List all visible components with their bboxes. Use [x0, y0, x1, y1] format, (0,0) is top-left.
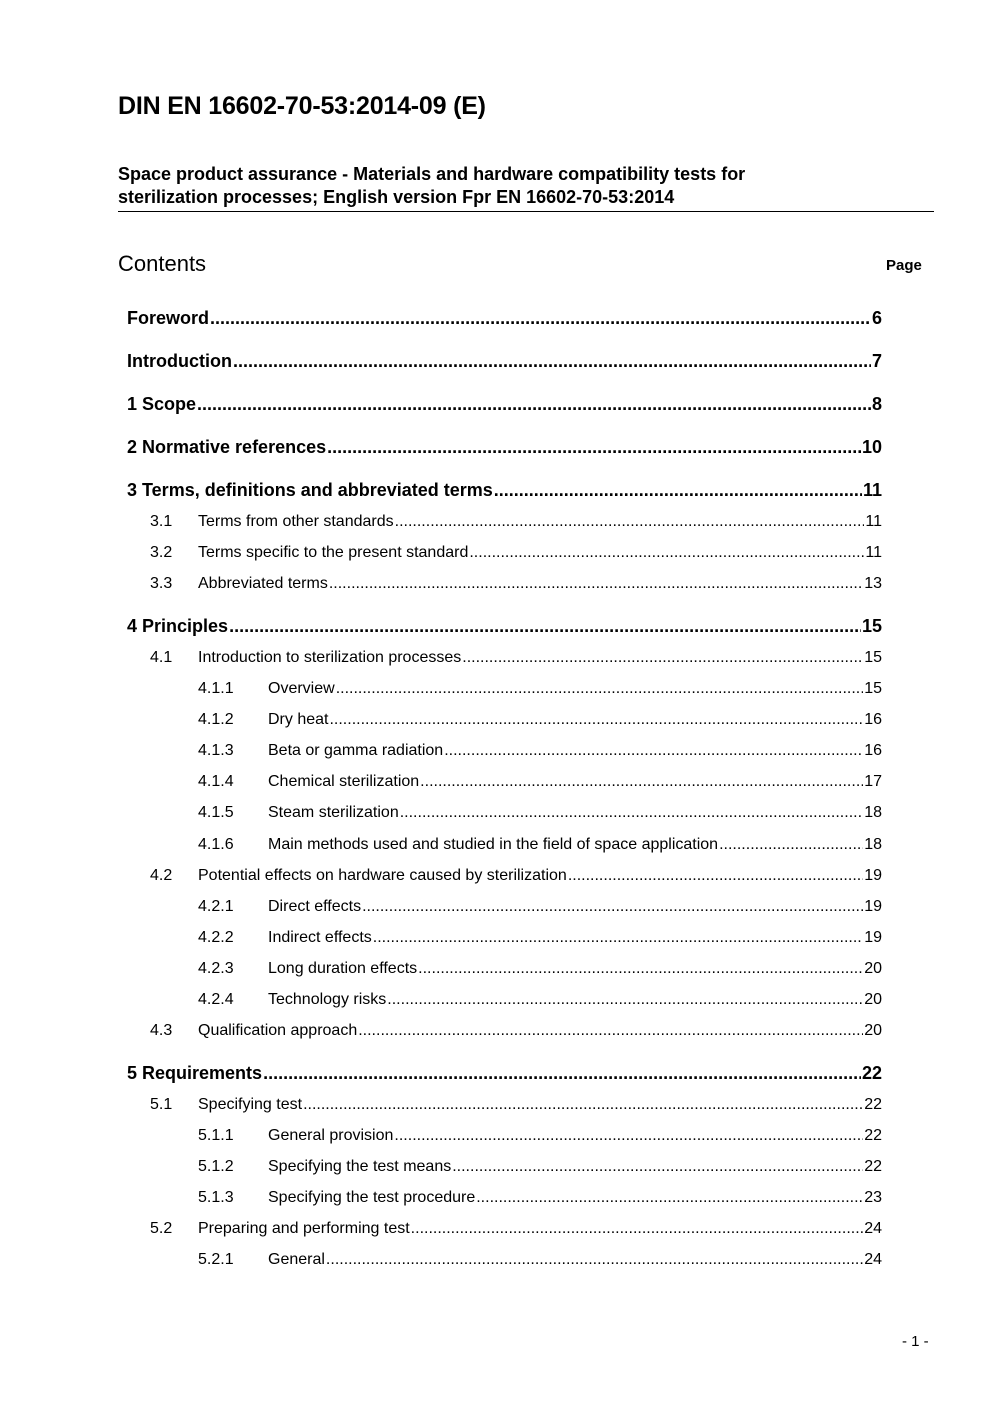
document-id: DIN EN 16602-70-53:2014-09 (E) — [118, 92, 486, 120]
toc-entry-page: 22 — [864, 1158, 882, 1175]
toc-dot-leader — [452, 1158, 863, 1176]
contents-heading: Contents — [118, 251, 207, 276]
toc-entry-title: Dry heat — [268, 711, 329, 728]
toc-dot-leader — [233, 351, 871, 372]
toc-entry[interactable] — [150, 649, 882, 671]
toc-entry[interactable] — [127, 351, 882, 375]
toc-dot-leader — [411, 1220, 864, 1238]
toc-dot-leader — [395, 513, 865, 531]
toc-entry-title: Principles — [142, 616, 229, 636]
toc-entry-page: 11 — [865, 544, 882, 561]
toc-entry-title: Specifying the test means — [268, 1158, 452, 1175]
toc-entry[interactable] — [150, 1220, 882, 1242]
toc-dot-leader — [329, 711, 863, 729]
toc-entry[interactable] — [127, 480, 882, 504]
toc-entry-number: 4.1.2 — [198, 711, 234, 728]
toc-entry-number: 4.2.2 — [198, 929, 234, 946]
toc-entry[interactable] — [127, 308, 882, 332]
toc-entry-title: Beta or gamma radiation — [268, 742, 444, 759]
toc-entry-page: 11 — [862, 480, 882, 500]
toc-entry[interactable] — [150, 513, 882, 535]
toc-entry-title: General — [268, 1251, 325, 1268]
toc-entry-number: 5 — [127, 1063, 138, 1083]
toc-dot-leader — [210, 308, 871, 329]
toc-entry-page: 7 — [871, 351, 882, 371]
toc-entry[interactable] — [198, 773, 882, 795]
toc-dot-leader — [420, 773, 863, 791]
toc-entry[interactable] — [198, 836, 882, 858]
toc-entry-title: Abbreviated terms — [198, 575, 328, 592]
toc-dot-leader — [387, 991, 863, 1009]
toc-entry-title: Terms, definitions and abbreviated terms — [142, 480, 493, 500]
toc-dot-leader — [358, 1022, 863, 1040]
toc-entry-page: 19 — [864, 898, 882, 915]
toc-dot-leader — [444, 742, 863, 760]
toc-entry-number: 4.1.6 — [198, 836, 234, 853]
toc-entry-number: 5.1.2 — [198, 1158, 234, 1175]
toc-entry-page: 22 — [861, 1063, 882, 1083]
toc-entry-title: Terms from other standards — [198, 513, 394, 530]
toc-entry[interactable] — [150, 1022, 882, 1044]
toc-entry[interactable] — [150, 575, 882, 597]
toc-entry-page: 6 — [871, 308, 882, 328]
toc-entry-number: 2 — [127, 437, 138, 457]
toc-entry-number: 4.1.4 — [198, 773, 234, 790]
toc-entry-page: 19 — [864, 867, 882, 884]
toc-entry[interactable] — [198, 960, 882, 982]
toc-entry[interactable] — [150, 544, 882, 566]
toc-entry-page: 20 — [864, 991, 882, 1008]
toc-entry-page: 13 — [864, 575, 882, 592]
toc-dot-leader — [336, 680, 864, 698]
toc-entry[interactable] — [127, 394, 882, 418]
toc-entry-title: Direct effects — [268, 898, 362, 915]
toc-dot-leader — [394, 1127, 863, 1145]
toc-entry-title: Potential effects on hardware caused by sterilization — [198, 867, 567, 884]
toc-entry-title: Scope — [142, 394, 197, 414]
toc-entry-page: 19 — [864, 929, 882, 946]
toc-entry-page: 17 — [864, 773, 882, 790]
toc-entry-page: 11 — [865, 513, 882, 530]
toc-entry-page: 22 — [864, 1127, 882, 1144]
toc-entry[interactable] — [198, 1127, 882, 1149]
toc-entry-page: 24 — [864, 1251, 882, 1268]
toc-entry[interactable] — [127, 616, 882, 640]
toc-entry-page: 15 — [864, 680, 882, 697]
toc-entry-number: 3 — [127, 480, 138, 500]
toc-entry-title: Requirements — [142, 1063, 263, 1083]
toc-dot-leader — [494, 480, 862, 501]
toc-dot-leader — [476, 1189, 863, 1207]
toc-dot-leader — [362, 898, 863, 916]
toc-dot-leader — [400, 804, 863, 822]
toc-entry-number: 4.2.1 — [198, 898, 234, 915]
toc-entry[interactable] — [198, 1251, 882, 1273]
page-number: - 1 - — [902, 1333, 929, 1350]
toc-entry-title: Steam sterilization — [268, 804, 399, 821]
toc-entry-page: 20 — [864, 960, 882, 977]
toc-entry[interactable] — [198, 929, 882, 951]
toc-dot-leader — [229, 616, 861, 637]
toc-entry[interactable] — [198, 1189, 882, 1211]
toc-entry[interactable] — [198, 991, 882, 1013]
toc-dot-leader — [568, 867, 863, 885]
toc-entry-title: Introduction to sterilization processes — [198, 649, 462, 666]
toc-entry-number: 4.2 — [150, 867, 173, 884]
toc-dot-leader — [418, 960, 863, 978]
toc-entry-title: Technology risks — [268, 991, 387, 1008]
toc-entry-page: 23 — [864, 1189, 882, 1206]
toc-entry-title: Terms specific to the present standard — [198, 544, 469, 561]
toc-dot-leader — [263, 1063, 861, 1084]
toc-entry[interactable] — [198, 680, 882, 702]
document-title-line-2: sterilization processes; English version Fpr EN 16602-70-53:2014 — [118, 187, 675, 207]
toc-entry-title: Overview — [268, 680, 335, 697]
toc-dot-leader — [719, 836, 863, 854]
toc-entry-number: 4.2.3 — [198, 960, 234, 977]
toc-entry-number: 4.1.5 — [198, 804, 234, 821]
toc-entry[interactable] — [198, 742, 882, 764]
toc-dot-leader — [462, 649, 863, 667]
toc-entry-number: 5.1.1 — [198, 1127, 234, 1144]
toc-entry-page: 16 — [864, 742, 882, 759]
toc-entry-page: 16 — [864, 711, 882, 728]
toc-entry-number: 3.3 — [150, 575, 173, 592]
toc-entry-number: 1 — [127, 394, 138, 414]
toc-entry[interactable] — [150, 867, 882, 889]
toc-entry-title: Qualification approach — [198, 1022, 358, 1039]
toc-entry-title: Indirect effects — [268, 929, 372, 946]
toc-dot-leader — [326, 1251, 863, 1269]
toc-entry-title: General provision — [268, 1127, 394, 1144]
toc-dot-leader — [303, 1096, 863, 1114]
toc-entry-title: Chemical sterilization — [268, 773, 420, 790]
toc-dot-leader — [327, 437, 861, 458]
document-title-line-1: Space product assurance - Materials and hardware compatibility tests for — [118, 164, 746, 184]
toc-entry[interactable] — [127, 1063, 882, 1087]
toc-entry-title: Introduction — [127, 351, 232, 371]
toc-entry-page: 20 — [864, 1022, 882, 1039]
toc-entry[interactable] — [198, 804, 882, 826]
toc-entry-title: Normative references — [142, 437, 327, 457]
toc-entry-number: 5.1.3 — [198, 1189, 234, 1206]
toc-dot-leader — [469, 544, 864, 562]
toc-entry-page: 18 — [864, 804, 882, 821]
toc-entry-page: 15 — [864, 649, 882, 666]
toc-entry-number: 4.1 — [150, 649, 173, 666]
toc-entry-page: 18 — [864, 836, 882, 853]
toc-entry-number: 5.2.1 — [198, 1251, 234, 1268]
toc-entry[interactable] — [150, 1096, 882, 1118]
toc-entry[interactable] — [198, 1158, 882, 1180]
document-title — [118, 163, 934, 212]
toc-entry-page: 24 — [864, 1220, 882, 1237]
toc-entry-number: 4.2.4 — [198, 991, 234, 1008]
toc-entry-number: 4.1.3 — [198, 742, 234, 759]
toc-entry-number: 5.2 — [150, 1220, 173, 1237]
toc-dot-leader — [373, 929, 863, 947]
toc-entry-number: 4 — [127, 616, 138, 636]
toc-entry[interactable] — [198, 898, 882, 920]
toc-entry-title: Specifying test — [198, 1096, 303, 1113]
toc-entry-title: Foreword — [127, 308, 210, 328]
toc-entry-title: Preparing and performing test — [198, 1220, 410, 1237]
toc-entry-number: 3.1 — [150, 513, 173, 530]
toc-entry-number: 3.2 — [150, 544, 173, 561]
toc-entry[interactable] — [198, 711, 882, 733]
toc-entry-number: 4.3 — [150, 1022, 173, 1039]
toc-entry-title: Specifying the test procedure — [268, 1189, 476, 1206]
toc-entry[interactable] — [127, 437, 882, 461]
toc-entry-page: 8 — [871, 394, 882, 414]
toc-entry-title: Main methods used and studied in the field of space application — [268, 836, 719, 853]
toc-entry-page: 15 — [861, 616, 882, 636]
toc-entry-number: 4.1.1 — [198, 680, 234, 697]
toc-entry-page: 10 — [861, 437, 882, 457]
toc-dot-leader — [329, 575, 863, 593]
toc-dot-leader — [197, 394, 871, 415]
toc-entry-title: Long duration effects — [268, 960, 418, 977]
toc-entry-number: 5.1 — [150, 1096, 173, 1113]
toc-entry-page: 22 — [864, 1096, 882, 1113]
page-column-label: Page — [886, 257, 922, 274]
